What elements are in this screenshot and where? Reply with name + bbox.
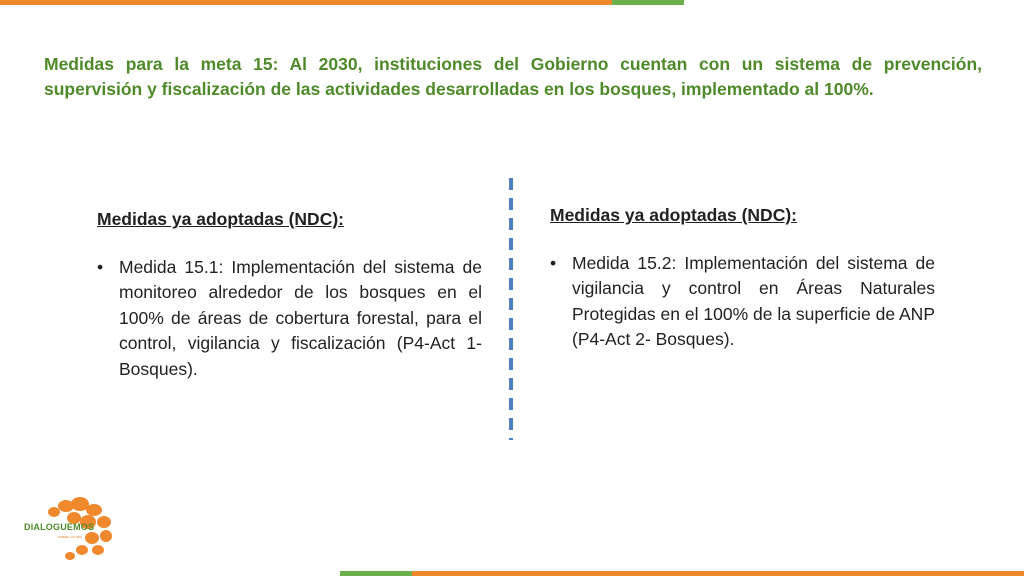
right-heading: Medidas ya adoptadas (NDC): bbox=[550, 205, 797, 225]
top-orange-bar bbox=[0, 0, 612, 5]
logo-name: DIALOGUEMOS bbox=[24, 522, 95, 532]
logo-subtitle: SOBRE LAS NDC bbox=[58, 535, 83, 539]
bottom-green-bar bbox=[340, 571, 412, 576]
left-bullet-item bbox=[97, 255, 482, 383]
top-green-bar bbox=[612, 0, 684, 5]
slide-title: Medidas para la meta 15: Al 2030, instituciones del Gobierno cuentan con un sistema de prevención, supervisión y fiscalización de las actividades desarrolladas en los bosques, implementado al 100%. bbox=[44, 54, 982, 99]
right-bullet-text: Medida 15.2: Implementación del sistema de vigilancia y control en Áreas Naturales Protegidas en el 100% de la superficie de ANP (P4-Act 2- Bosques). bbox=[572, 252, 935, 349]
left-heading: Medidas ya adoptadas (NDC): bbox=[97, 209, 344, 229]
bottom-orange-bar bbox=[412, 571, 1024, 576]
bullet-icon: • bbox=[550, 252, 557, 273]
bullet-icon: • bbox=[97, 256, 104, 277]
left-column bbox=[97, 207, 482, 382]
right-column bbox=[550, 203, 935, 353]
right-bullet-item bbox=[550, 251, 935, 353]
dashed-divider bbox=[509, 178, 513, 440]
dialoguemos-logo bbox=[18, 492, 118, 570]
left-bullet-text: Medida 15.1: Implementación del sistema de monitoreo alrededor de los bosques en el 100% de áreas de cobertura forestal, para el control, vigilancia y fiscalización (P4-Act 1-Bosques). bbox=[119, 256, 482, 379]
